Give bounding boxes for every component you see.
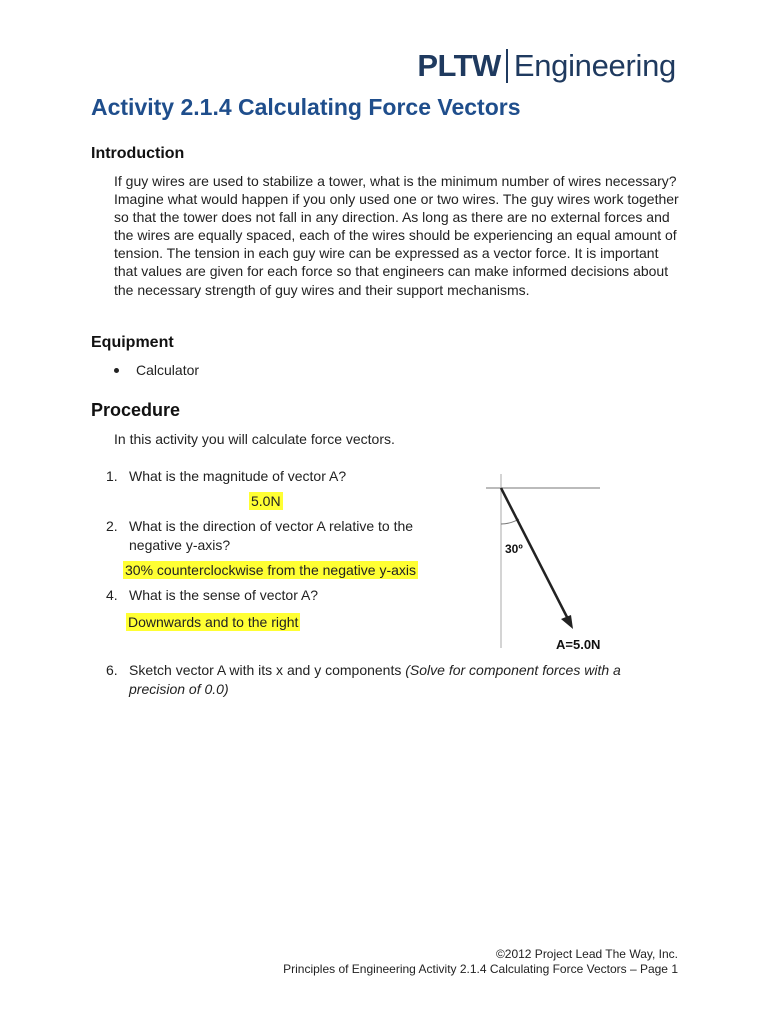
logo-brand: PLTW [417,48,501,83]
procedure-heading: Procedure [91,400,181,420]
equipment-heading: Equipment [91,334,174,351]
answer-sense: Downwards and to the right [128,614,299,630]
question-text [129,662,621,678]
answer-magnitude: 5.0N [251,493,281,509]
equipment-item [114,362,199,378]
footer [283,947,678,977]
pltw-engineering-logo [417,46,676,86]
logo-division: Engineering [513,48,676,83]
footer-copyright: ©2012 Project Lead The Way, Inc. [495,947,678,961]
vector-label: A=5.0N [556,637,601,652]
logo-divider [506,49,508,83]
question-text-italic: (Solve for component forces with a [405,662,621,678]
question-number: 4. [106,587,118,603]
question-number: 2. [106,518,118,534]
page-title: Activity 2.1.4 Calculating Force Vectors [91,94,521,120]
bullet-icon [114,368,119,373]
answer-direction: 30% counterclockwise from the negative y-axis [125,562,417,578]
question-text-italic-continued: precision of 0.0) [129,681,229,697]
equipment-item-label: Calculator [136,362,200,378]
footer-page-line: Principles of Engineering Activity 2.1.4 Calculating Force Vectors – Page 1 [283,962,678,976]
vector-diagram [480,472,610,652]
question-number: 6. [106,662,118,678]
question-text-continued: negative y-axis? [129,537,231,553]
angle-label: 30º [505,542,523,556]
question-text: What is the magnitude of vector A? [129,468,347,484]
question-text: What is the sense of vector A? [129,587,319,603]
introduction-heading: Introduction [91,145,185,162]
question-text: What is the direction of vector A relative to the [129,518,414,534]
question-number: 1. [106,468,118,484]
vector-a-arrowhead [561,615,573,629]
vector-diagram-svg [480,472,610,652]
procedure-intro: In this activity you will calculate force vectors. [114,431,395,447]
introduction-body: If guy wires are used to stabilize a tower, what is the minimum number of wires necessary? Imagine what would happen if you only used one or two wires. The guy wires work together so that the tower does not fall in any direction. As long as there are no external forces and the wires are equally spaced, each of the wires should be experiencing an equal amount of tension. The tension in each guy wire can be expressed as a vector force. It is important that values are given for each force so that engineers can make informed decisions about the necessary strength of guy wires and their support mechanisms. [114,173,679,298]
question-text-plain: Sketch vector A with its x and y components [129,662,406,678]
